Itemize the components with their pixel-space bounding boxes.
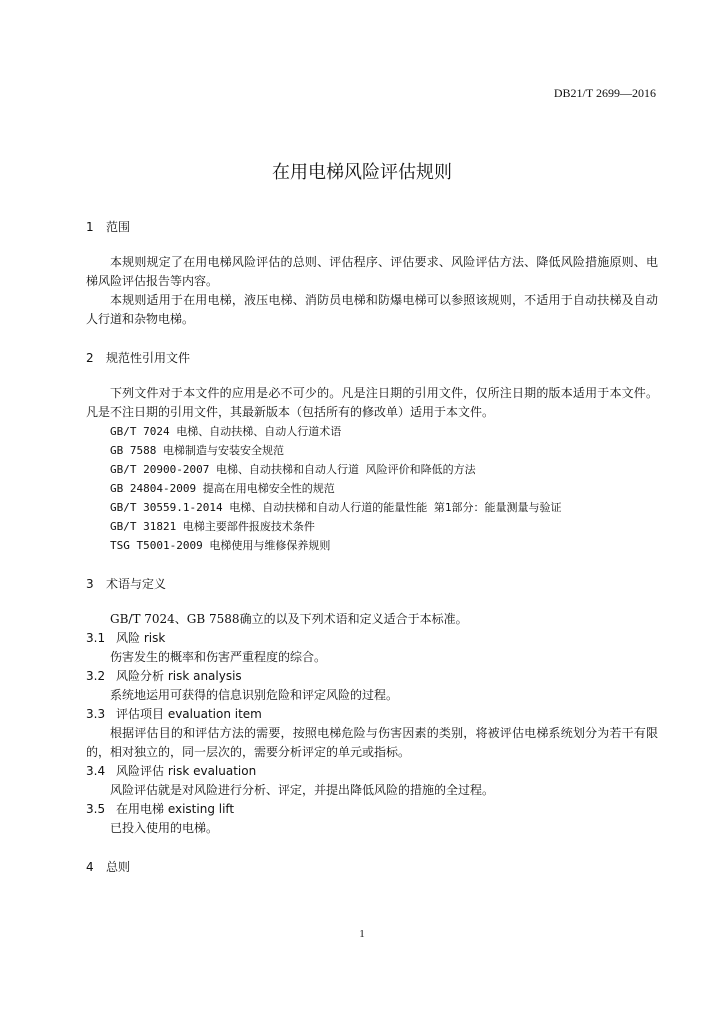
section-heading-4: [86, 858, 658, 877]
section-title: 范围: [106, 220, 131, 234]
paragraph: 下列文件对于本文件的应用是必不可少的。凡是注日期的引用文件，仅所注日期的版本适用于本文件。凡是不注日期的引用文件，其最新版本（包括所有的修改单）适用于本文件。: [86, 386, 658, 419]
paragraph: 本规则适用于在用电梯，液压电梯、消防员电梯和防爆电梯可以参照该规则，不适用于自动扶梯及自动人行道和杂物电梯。: [86, 293, 658, 326]
term-heading: [86, 705, 658, 724]
term-name: 风险分析 risk analysis: [116, 669, 242, 683]
section-number: 3: [86, 577, 94, 591]
section-number: 1: [86, 220, 94, 234]
term-name: 风险 risk: [116, 631, 166, 645]
term-definition: 已投入使用的电梯。: [110, 821, 219, 835]
section-title: 总则: [106, 860, 131, 874]
term-definition: 伤害发生的概率和伤害严重程度的综合。: [110, 650, 327, 664]
term-heading: [86, 762, 658, 781]
term-heading: [86, 629, 658, 648]
term-name: 在用电梯 existing lift: [116, 802, 235, 816]
term-definition: 系统地运用可获得的信息识别危险和评定风险的过程。: [110, 688, 399, 702]
reference-item: TSG T5001-2009 电梯使用与维修保养规则: [110, 539, 331, 552]
document-title: 在用电梯风险评估规则: [272, 162, 452, 183]
reference-item: GB/T 20900-2007 电梯、自动扶梯和自动人行道 风险评价和降低的方法: [110, 463, 476, 476]
reference-item: GB 7588 电梯制造与安装安全规范: [110, 444, 284, 457]
reference-item: GB 24804-2009 提高在用电梯安全性的规范: [110, 482, 335, 495]
page-number: 1: [359, 928, 365, 940]
reference-item: GB/T 30559.1-2014 电梯、自动扶梯和自动人行道的能量性能 第1部分：能量测量与验证: [110, 501, 562, 514]
section-heading-2: [86, 349, 658, 368]
term-definition: 根据评估目的和评估方法的需要，按照电梯危险与伤害因素的类别，将被评估电梯系统划分为若干有限的，相对独立的，同一层次的，需要分析评定的单元或指标。: [86, 726, 658, 759]
term-name: 评估项目 evaluation item: [116, 707, 262, 721]
term-number: 3.2: [86, 669, 106, 683]
term-name: 风险评估 risk evaluation: [116, 764, 257, 778]
term-number: 3.5: [86, 802, 106, 816]
term-number: 3.1: [86, 631, 106, 645]
term-number: 3.3: [86, 707, 106, 721]
document-body: [86, 218, 658, 877]
paragraph: 本规则规定了在用电梯风险评估的总则、评估程序、评估要求、风险评估方法、降低风险措施原则、电梯风险评估报告等内容。: [86, 255, 658, 288]
reference-item: GB/T 31821 电梯主要部件报废技术条件: [110, 520, 315, 533]
document-code: DB21/T 2699—2016: [553, 86, 656, 100]
term-definition: 风险评估就是对风险进行分析、评定，并提出降低风险的措施的全过程。: [110, 783, 495, 797]
term-heading: [86, 800, 658, 819]
section-title: 术语与定义: [106, 577, 167, 591]
section-title: 规范性引用文件: [106, 351, 191, 365]
section-number: 4: [86, 860, 94, 874]
paragraph: GB/T 7024、GB 7588确立的以及下列术语和定义适合于本标准。: [110, 612, 468, 626]
reference-item: GB/T 7024 电梯、自动扶梯、自动人行道术语: [110, 425, 342, 438]
term-heading: [86, 667, 658, 686]
section-number: 2: [86, 351, 94, 365]
section-heading-3: [86, 575, 658, 594]
term-number: 3.4: [86, 764, 106, 778]
section-heading-1: [86, 218, 658, 237]
